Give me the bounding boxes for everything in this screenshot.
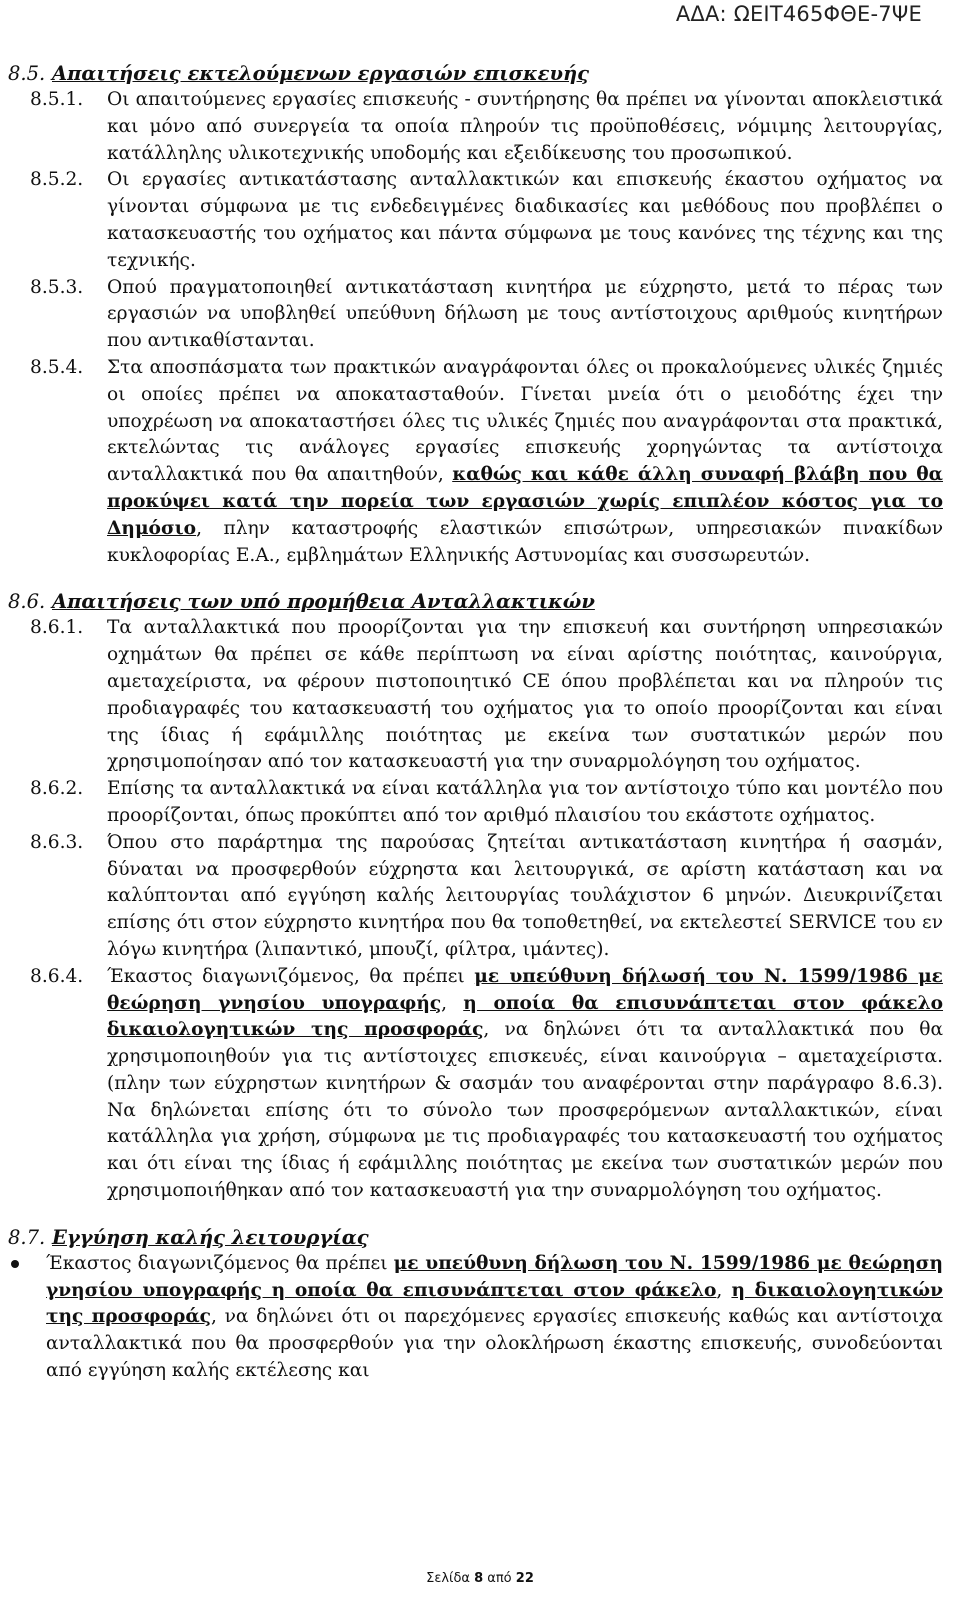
clause-text: [107, 355, 943, 569]
current-page: 8: [474, 1571, 484, 1586]
clause-number: 8.5.2.: [30, 169, 84, 191]
emphasis-text: με υπεύθυνη δήλωση του Ν. 1599/1986 με θεώρηση γνησίου υπογραφής η οποία θα επισυνάπτεται στον φάκελο: [46, 1252, 943, 1301]
clause-number: 8.5.1.: [30, 89, 84, 110]
ada-code: ΑΔΑ: ΩΕΙΤ465ΦΘΕ-7ΨΕ: [675, 2, 922, 26]
bullet-text: [46, 1251, 943, 1385]
clause-text: Τα ανταλλακτικά που προορίζονται για την επισκευή και συντήρηση υπηρεσιακών οχημάτων θα πρέπει σε κάθε περίπτωση να είναι αρίστης ποιότητας, καινούργια, αμεταχείριστα, να φέρουν πιστοποιητικό CE όπου προβλέπεται και να πληρούν τις προδιαγραφές του κατασκευαστή του οχήματος για το οποίο προορίζονται και είναι της ίδιας ή εφάμιλλης ποιότητας με εκείνα των συστατικών μερών που χρησιμοποίησαν από τον κατασκευαστή για την συναρμολόγηση του οχήματος.: [107, 617, 943, 773]
clause-8-5-2: [0, 167, 960, 274]
section-title: Απαιτήσεις των υπό προμήθεια Ανταλλακτικών: [52, 590, 595, 614]
clause-number: 8.6.1.: [30, 617, 84, 639]
clause-number: 8.5.3.: [30, 276, 84, 298]
emphasis-text: η δικαιολογητικών της προσφοράς: [46, 1279, 943, 1328]
bullet-icon: [11, 1260, 19, 1268]
emphasis-text: καθώς και κάθε άλλη συναφή βλάβη που θα προκύψει κατά την πορεία των εργασιών χωρίς επιπλέον κόστος για το Δημόσιο: [107, 464, 943, 539]
clause-number: 8.6.3.: [30, 831, 84, 853]
text-run: ,: [716, 1279, 732, 1301]
section-heading-8-6: [0, 588, 960, 615]
clause-8-5-4: [0, 355, 960, 569]
document-body: [0, 60, 960, 1385]
text-run: Στα αποσπάσματα των πρακτικών αναγράφονται όλες οι προκαλούμενες υλικές ζημιές οι οποίες πρέπει να αποκατασταθούν. Γίνεται μνεία ότι ο μειοδότης έχει την υποχρέωση να αποκαταστήσει όλες τις υλικές ζημιές που αναγράφονται στα πρακτικά, εκτελώντας τις ανάλογες εργασίες επισκευής χορηγώντας τα αντίστοιχα ανταλλακτικά που θα απαιτηθούν,: [107, 356, 943, 486]
clause-text: Οπού πραγματοποιηθεί αντικατάσταση κινητήρα με εύχρηστο, μετά το πέρας των εργασιών να υποβληθεί υπεύθυνη δήλωση με τους αντίστοιχους αριθμούς κινητήρων που αντικαθίστανται.: [107, 276, 943, 352]
emphasis-text: με υπεύθυνη δήλωσή του Ν. 1599/1986 με θεώρηση γνησίου υπογραφής: [107, 965, 943, 1014]
text-run: Έκαστος διαγωνιζόμενος, θα πρέπει: [107, 965, 475, 987]
section-heading-8-7: [0, 1224, 960, 1251]
clause-8-6-1: [0, 615, 960, 776]
text-run: , πλην καταστροφής ελαστικών επισώτρων, υπηρεσιακών πινακίδων κυκλοφορίας Ε.Α., εμβλημάτων Ελληνικής Αστυνομίας και συσσωρευτών.: [107, 517, 943, 566]
emphasis-text: η οποία θα επισυνάπτεται στον φάκελο δικαιολογητικών της προσφοράς: [107, 992, 944, 1041]
clause-number: 8.6.2.: [30, 778, 84, 800]
section-heading-8-5: [0, 60, 960, 87]
footer-mid: από: [483, 1571, 516, 1586]
section-number: 8.6.: [8, 590, 46, 614]
clause-8-5-1: [0, 87, 960, 167]
clause-8-6-3: [0, 830, 960, 964]
section-title: Εγγύηση καλής λειτουργίας: [52, 1225, 369, 1249]
text-run: Έκαστος διαγωνιζόμενος θα πρέπει: [46, 1252, 394, 1274]
clause-number: 8.6.4.: [30, 965, 84, 987]
clause-number: 8.5.4.: [30, 356, 84, 378]
clause-text: Οι απαιτούμενες εργασίες επισκευής - συντήρησης θα πρέπει να γίνονται αποκλειστικά και μόνο από συνεργεία τα οποία πληρούν τις προϋποθέσεις, νόμιμης λειτουργίας, κατάλληλης υλικοτεχνικής υποδομής και εξειδίκευσης του προσωπικού.: [107, 89, 943, 164]
section-number: 8.5.: [8, 62, 46, 85]
clause-8-5-3: [0, 275, 960, 355]
clause-text: Επίσης τα ανταλλακτικά να είναι κατάλληλα για τον αντίστοιχο τύπο και μοντέλο που προορίζονται, όπως προκύπτει από τον αριθμό πλαισίου του εκάστοτε οχήματος.: [107, 778, 943, 826]
text-run: , να δηλώνει ότι τα ανταλλακτικά που θα χρησιμοποιηθούν για τις αντίστοιχες επισκευές, είναι καινούργια – αμεταχείριστα. (πλην των εύχρηστων κινητήρων & σασμάν του αναφέρονται στην παράγραφο 8.6.3). Να δηλώνεται επίσης ότι το σύνολο των προσφερόμενων ανταλλακτικών, είναι κατάλληλα για χρήση, σύμφωνα με τις προδιαγραφές του κατασκευαστή του οχήματος και ότι είναι της ίδιας ή εφάμιλλης ποιότητας με εκείνα των συστατικών μερών που χρησιμοποιήθηκαν από τον κατασκευαστή για την συναρμολόγηση του οχήματος.: [107, 1019, 943, 1202]
clause-8-6-4: [0, 964, 960, 1205]
clause-text: Οι εργασίες αντικατάστασης ανταλλακτικών και επισκευής έκαστου οχήματος να γίνονται σύμφωνα με τις ενδεδειγμένες διαδικασίες και μεθόδους που προβλέπει ο κατασκευαστής του οχήματος και πάντα σύμφωνα με τους κανόνες της τέχνης και της τεχνικής.: [107, 169, 943, 271]
bullet-item: [0, 1251, 960, 1385]
clause-8-6-2: [0, 776, 960, 830]
page-footer: [0, 1571, 960, 1586]
section-number: 8.7.: [8, 1225, 46, 1249]
text-run: , να δηλώνει ότι οι παρεχόμενες εργασίες επισκευής καθώς και αντίστοιχα ανταλλακτικά που θα προσφερθούν για την ολοκλήρωση έκαστης επισκευής, συνοδεύονται από εγγύηση καλής εκτέλεσης και: [46, 1306, 943, 1382]
text-run: ,: [441, 992, 464, 1014]
section-title: Απαιτήσεις εκτελούμενων εργασιών επισκευής: [52, 62, 590, 85]
total-pages: 22: [515, 1571, 534, 1586]
footer-prefix: Σελίδα: [426, 1571, 475, 1586]
clause-text: [107, 964, 943, 1205]
clause-text: Όπου στο παράρτημα της παρούσας ζητείται αντικατάσταση κινητήρα ή σασμάν, δύναται να προσφερθούν εύχρηστα και λειτουργικά, σε αρίστη κατάσταση και να καλύπτονται από εγγύηση καλής λειτουργίας τουλάχιστον 6 μηνών. Διευκρινίζεται επίσης ότι στον εύχρηστο κινητήρα που θα τοποθετηθεί, να εκτελεστεί SERVICE του εν λόγω κινητήρα (λιπαντικό, μπουζί, φίλτρα, ιμάντες).: [107, 831, 943, 960]
